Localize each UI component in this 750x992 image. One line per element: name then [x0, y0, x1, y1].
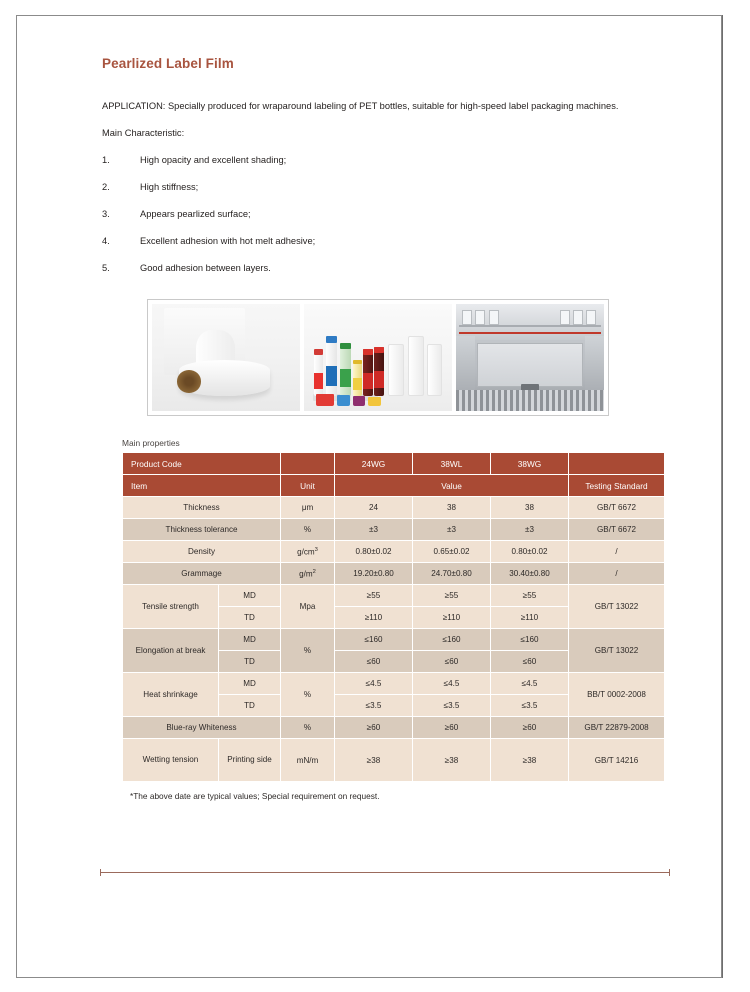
cell-unit-superscript: 2: [312, 568, 316, 575]
list-item: [102, 228, 662, 255]
list-item-number: 5.: [102, 263, 110, 273]
table-row: [123, 717, 665, 739]
cell-unit: %: [281, 673, 335, 717]
header-value: Value: [335, 475, 569, 497]
cell-standard: GB/T 13022: [569, 585, 665, 629]
cell-standard: GB/T 6672: [569, 519, 665, 541]
list-item-number: 3.: [102, 209, 110, 219]
cell-value: ±3: [335, 519, 413, 541]
cell-standard: GB/T 13022: [569, 629, 665, 673]
characteristics-list: [102, 147, 662, 282]
table-header-row-1: [123, 453, 665, 475]
cell-unit: [281, 541, 335, 563]
header-code-38wl: 38WL: [413, 453, 491, 475]
header-code-38wg: 38WG: [491, 453, 569, 475]
cell-value: ≤160: [335, 629, 413, 651]
list-item: [102, 147, 662, 174]
cell-standard: /: [569, 541, 665, 563]
document-content: [102, 56, 662, 801]
table-row: [123, 497, 665, 519]
list-item-text: High opacity and excellent shading;: [140, 155, 287, 165]
list-item: [102, 255, 662, 282]
cell-unit: %: [281, 519, 335, 541]
cell-value: ≥55: [335, 585, 413, 607]
cell-unit: Mpa: [281, 585, 335, 629]
cell-unit: %: [281, 717, 335, 739]
cell-item: Grammage: [123, 563, 281, 585]
cell-value: ≤3.5: [413, 695, 491, 717]
main-properties-table: [122, 452, 665, 782]
labeled-bottles-photo: [304, 304, 452, 411]
cell-value: 0.80±0.02: [491, 541, 569, 563]
cell-standard: GB/T 6672: [569, 497, 665, 519]
list-item-text: Good adhesion between layers.: [140, 263, 271, 273]
cell-unit: %: [281, 629, 335, 673]
cell-value: ≤60: [335, 651, 413, 673]
cell-subitem: MD: [219, 585, 281, 607]
cell-item: Tensile strength: [123, 585, 219, 629]
cell-item: Elongation at break: [123, 629, 219, 673]
cell-value: 19.20±0.80: [335, 563, 413, 585]
page-spine-line: [722, 15, 723, 978]
table-row: [123, 629, 665, 651]
table-row: [123, 585, 665, 607]
table-row: [123, 519, 665, 541]
cell-value: ≥60: [335, 717, 413, 739]
list-item: [102, 174, 662, 201]
cell-value: ≤4.5: [413, 673, 491, 695]
cell-value: ≤160: [413, 629, 491, 651]
table-row: [123, 739, 665, 782]
cell-value: ≤160: [491, 629, 569, 651]
cell-value: ≥38: [335, 739, 413, 782]
cell-value: ±3: [491, 519, 569, 541]
cell-item: Thickness: [123, 497, 281, 519]
cell-value: ≤60: [413, 651, 491, 673]
production-line-photo: [456, 304, 604, 411]
cell-unit: [281, 563, 335, 585]
cell-value: ≤3.5: [335, 695, 413, 717]
cell-item: Heat shrinkage: [123, 673, 219, 717]
table-row: [123, 673, 665, 695]
cell-value: ≥60: [491, 717, 569, 739]
cell-value: ≤60: [491, 651, 569, 673]
cell-subitem: MD: [219, 673, 281, 695]
cell-subitem: MD: [219, 629, 281, 651]
cell-subitem: Printing side: [219, 739, 281, 782]
header-product-code: Product Code: [123, 453, 281, 475]
cell-value: ≥110: [413, 607, 491, 629]
cell-value: ≤4.5: [491, 673, 569, 695]
list-item: [102, 201, 662, 228]
header-blank-unit: [281, 453, 335, 475]
cell-unit-base: g/cm: [297, 547, 315, 557]
cell-value: 30.40±0.80: [491, 563, 569, 585]
list-item-number: 2.: [102, 182, 110, 192]
cell-value: ≥38: [413, 739, 491, 782]
cell-subitem: TD: [219, 695, 281, 717]
header-item: Item: [123, 475, 281, 497]
cell-unit-base: g/m: [299, 569, 313, 579]
cell-value: ≤3.5: [491, 695, 569, 717]
cell-value: ≤4.5: [335, 673, 413, 695]
table-row: [123, 563, 665, 585]
cell-value: 24.70±0.80: [413, 563, 491, 585]
page-title: Pearlized Label Film: [102, 56, 234, 71]
list-item-number: 1.: [102, 155, 110, 165]
cell-unit: mN/m: [281, 739, 335, 782]
table-row: [123, 541, 665, 563]
cell-unit: μm: [281, 497, 335, 519]
list-item-text: Excellent adhesion with hot melt adhesive;: [140, 236, 316, 246]
cell-value: 38: [413, 497, 491, 519]
cell-item: Blue-ray Whiteness: [123, 717, 281, 739]
film-roll-photo: [152, 304, 300, 411]
cell-value: ≥55: [413, 585, 491, 607]
cell-value: ≥55: [491, 585, 569, 607]
cell-standard: BB/T 0002-2008: [569, 673, 665, 717]
cell-value: 38: [491, 497, 569, 519]
header-unit: Unit: [281, 475, 335, 497]
cell-unit-superscript: 3: [314, 546, 318, 553]
cell-item: Density: [123, 541, 281, 563]
cell-standard: GB/T 14216: [569, 739, 665, 782]
cell-subitem: TD: [219, 651, 281, 673]
cell-standard: GB/T 22879-2008: [569, 717, 665, 739]
cell-value: 24: [335, 497, 413, 519]
cell-value: 0.65±0.02: [413, 541, 491, 563]
header-code-24wg: 24WG: [335, 453, 413, 475]
cell-standard: /: [569, 563, 665, 585]
cell-item: Wetting tension: [123, 739, 219, 782]
table-footnote: *The above date are typical values; Special requirement on request.: [130, 791, 380, 801]
application-paragraph: APPLICATION: Specially produced for wraparound labeling of PET bottles, suitable for high-speed label packaging machines.: [102, 101, 619, 111]
cell-value: 0.80±0.02: [335, 541, 413, 563]
cell-item: Thickness tolerance: [123, 519, 281, 541]
list-item-number: 4.: [102, 236, 110, 246]
cell-value: ≥110: [491, 607, 569, 629]
list-item-text: High stiffness;: [140, 182, 199, 192]
table-header-row-2: [123, 475, 665, 497]
decorative-rule: [97, 869, 673, 877]
header-testing-standard: Testing Standard: [569, 475, 665, 497]
cell-value: ±3: [413, 519, 491, 541]
table-label: Main properties: [122, 438, 180, 448]
page-frame: [16, 15, 722, 978]
photo-strip: [147, 299, 609, 416]
characteristics-heading: Main Characteristic:: [102, 128, 185, 138]
list-item-text: Appears pearlized surface;: [140, 209, 251, 219]
header-blank-standard: [569, 453, 665, 475]
cell-value: ≥38: [491, 739, 569, 782]
cell-value: ≥60: [413, 717, 491, 739]
cell-subitem: TD: [219, 607, 281, 629]
cell-value: ≥110: [335, 607, 413, 629]
